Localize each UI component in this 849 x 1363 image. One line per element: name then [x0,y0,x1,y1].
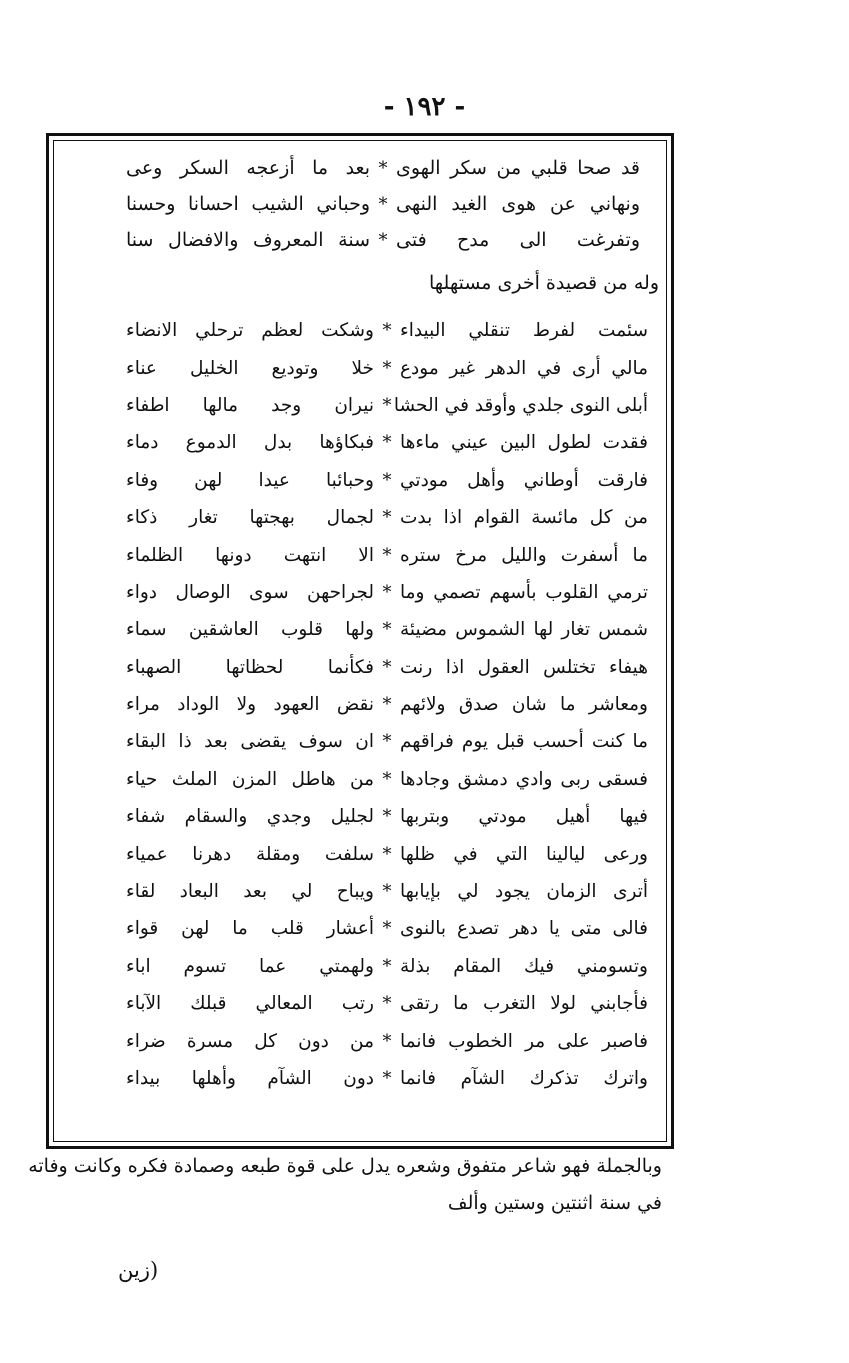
verse-first-hemistich: ورعى ليالينا التي في ظلها [400,843,648,865]
verse-separator: * [382,619,392,641]
verse-separator: * [382,320,392,342]
verse-second-hemistich: من دون كل مسرة ضراء [126,1030,374,1052]
verse-line [118,873,648,910]
verse-line [120,222,640,258]
verse-first-hemistich: فقدت لطول البين عيني ماءها [400,432,648,454]
verse-second-hemistich: فكأنما لحظاتها الصهباء [126,656,374,678]
verse-separator: * [382,469,392,491]
verse-first-hemistich: واترك تذكرك الشآم فانما [400,1068,648,1089]
verse-separator: * [382,544,392,566]
verse-separator: * [382,507,392,529]
verse-second-hemistich: لجليل وجدي والسقام شفاء [126,806,374,828]
verse-line [118,536,648,573]
verse-first-hemistich: ما كنت أحسب قبل يوم فراقهم [400,731,648,753]
verse-line [118,349,648,386]
verse-separator: * [382,432,392,454]
opening-verses [120,150,640,258]
verse-second-hemistich: فبكاؤها بدل الدموع دماء [126,432,374,454]
verse-separator: * [382,581,392,603]
verse-first-hemistich: فأجابني لولا التغرب ما رتقى [400,993,648,1015]
verse-line [118,312,648,349]
verse-separator: * [382,694,392,716]
verse-first-hemistich: هيفاء تختلس العقول اذا رنت [400,656,648,678]
verse-first-hemistich: ترمي القلوب بأسهم تصمي وما [400,581,648,603]
verse-second-hemistich: وحبائبا عيدا لهن وفاء [126,469,374,491]
verse-first-hemistich: ونهاني عن هوى الغيد النهى [396,193,640,215]
verse-second-hemistich: ويباح لي بعد البعاد لقاء [126,881,374,903]
verse-first-hemistich: ومعاشر ما شان صدق ولائهم [400,694,648,716]
verse-second-hemistich: لجمال بهجتها تغار ذكاء [126,507,374,529]
verse-second-hemistich: نقض العهود ولا الوداد مراء [126,694,374,716]
verse-separator: * [382,731,392,753]
verse-separator: * [382,1068,392,1089]
verse-first-hemistich: فالى متى يا دهر تصدع بالنوى [400,918,648,940]
verse-second-hemistich: خلا وتوديع الخليل عناء [126,357,374,379]
verse-line [120,186,640,222]
verse-line [118,948,648,985]
verse-second-hemistich: رتب المعالي قبلك الآباء [126,993,374,1015]
verse-separator: * [382,918,392,940]
verse-separator: * [382,806,392,828]
verse-separator: * [382,881,392,903]
verse-first-hemistich: فسقى ربى وادي دمشق وجادها [400,768,648,790]
verse-first-hemistich: وتفرغت الى مدح فتى [396,229,640,251]
verse-separator: * [382,843,392,865]
verse-first-hemistich: فاصبر على مر الخطوب فانما [400,1030,648,1052]
verse-separator: * [382,357,392,379]
verse-line [118,910,648,947]
verse-first-hemistich: أبلى النوى جلدي وأوقد في الحشا [393,394,648,416]
verse-first-hemistich: من كل مائسة القوام اذا بدت [400,507,648,529]
verse-line [118,611,648,648]
closing-prose [28,1148,662,1222]
verse-second-hemistich: سلفت ومقلة دهرنا عمياء [126,843,374,865]
verse-second-hemistich: لجراحهن سوى الوصال دواء [126,581,374,603]
verse-first-hemistich: قد صحا قلبي من سكر الهوى [396,157,640,179]
verse-line [118,723,648,760]
verse-separator: * [378,157,388,179]
verse-first-hemistich: سئمت لفرط تنقلي البيداء [400,320,648,342]
verse-first-hemistich: فيها أهيل مودتي وبتربها [400,806,648,828]
verse-line [118,649,648,686]
verse-separator: * [378,193,388,215]
verse-line [118,835,648,872]
verse-line [118,686,648,723]
verse-second-hemistich: من هاطل المزن الملث حياء [126,768,374,790]
verse-line [118,1022,648,1059]
verse-second-hemistich: بعد ما أزعجه السكر وعى [126,157,370,179]
verse-line [118,499,648,536]
verse-separator: * [382,1030,392,1052]
verse-second-hemistich: ان سوف يقضى بعد ذا البقاء [126,731,374,753]
verse-second-hemistich: ولها قلوب العاشقين سماء [126,619,374,641]
verse-first-hemistich: ما أسفرت والليل مرخ ستره [400,544,648,566]
verse-line [120,150,640,186]
verse-first-hemistich: وتسومني فيك المقام بذلة [400,955,648,977]
verse-second-hemistich: سنة المعروف والافضال سنا [126,229,370,251]
prose-line: وبالجملة فهو شاعر متفوق وشعره يدل على قوة طبعه وصمادة فكره وكانت وفاته [28,1155,662,1177]
page-number: - ١٩٢ - [383,92,466,122]
verse-first-hemistich: مالي أرى في الدهر غير مودع [400,357,648,379]
verse-separator: * [382,993,392,1015]
verse-first-hemistich: فارقت أوطاني وأهل مودتي [400,469,648,491]
verse-first-hemistich: أترى الزمان يجود لي بإيابها [400,881,648,903]
catchword: (زين [118,1258,159,1282]
verse-line [118,462,648,499]
verse-line [118,761,648,798]
verse-second-hemistich: أعشار قلب ما لهن قواء [126,918,374,940]
poem-heading: وله من قصيدة أخرى مستهلها [428,272,659,294]
verse-second-hemistich: وشكت لعظم ترحلي الانضاء [126,320,374,342]
verse-line [118,424,648,461]
poem [118,312,648,1097]
verse-separator: * [382,394,392,416]
verse-line [118,387,648,424]
verse-second-hemistich: دون الشآم وأهلها بيداء [126,1068,374,1089]
verse-line [118,574,648,611]
verse-second-hemistich: نيران وجد مالها اطفاء [126,394,374,416]
verse-second-hemistich: ولهمتي عما تسوم اباء [126,955,374,977]
verse-separator: * [382,656,392,678]
verse-line [118,985,648,1022]
verse-separator: * [382,768,392,790]
verse-second-hemistich: الا انتهت دونها الظلماء [126,544,374,566]
verse-line [118,1060,648,1097]
verse-line [118,798,648,835]
verse-first-hemistich: شمس تغار لها الشموس مضيئة [400,619,648,641]
verse-second-hemistich: وحباني الشيب احسانا وحسنا [126,193,370,215]
verse-separator: * [378,229,388,251]
verse-separator: * [382,955,392,977]
prose-line: في سنة اثنتين وستين وألف [447,1192,662,1214]
